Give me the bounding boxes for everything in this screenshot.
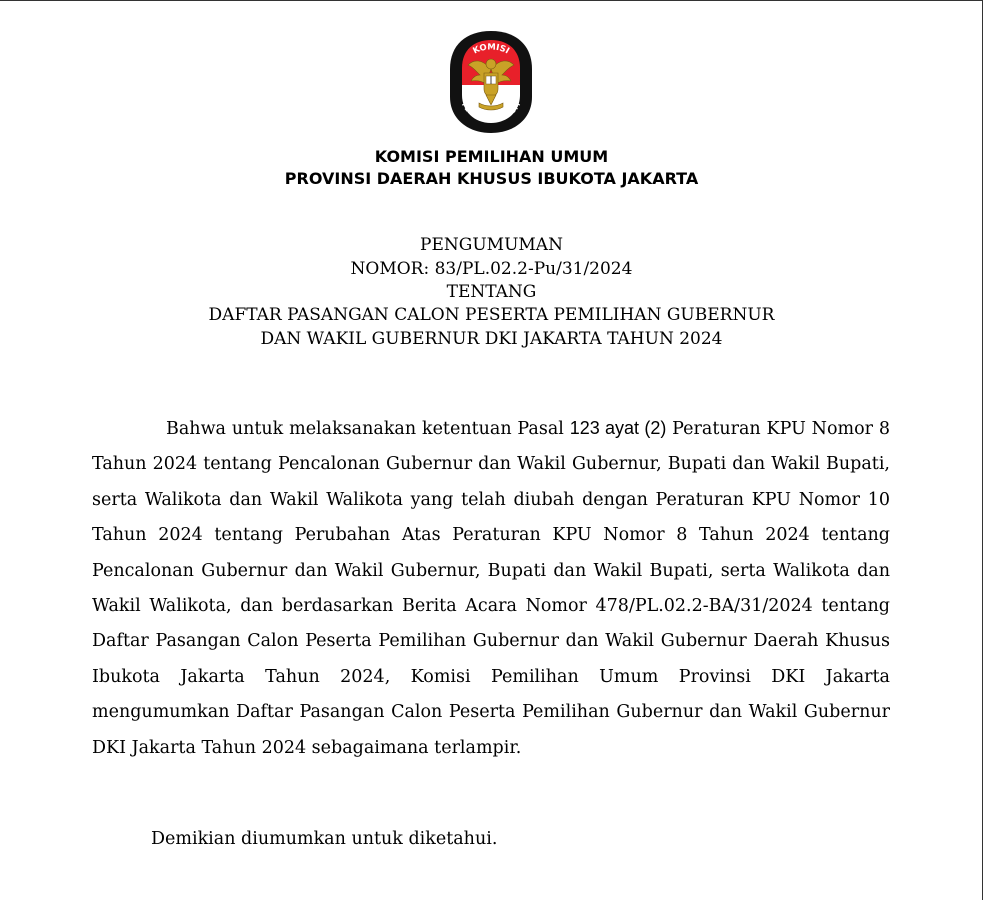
announcement-type: PENGUMUMAN — [420, 235, 563, 255]
org-name-line2: PROVINSI DAERAH KHUSUS IBUKOTA JAKARTA — [284, 169, 699, 188]
body-text-part2: Peraturan KPU Nomor 8 Tahun 2024 tentang Pencalonan Gubernur dan Wakil Gubernur, Bupati dan Wakil Bupati, serta Walikota dan Wakil Walikota yang telah diubah dengan Peraturan KPU Nomor 10 Tahun 2024 tentang Perubahan Atas Peraturan KPU Nomor 8 Tahun 2024 tentang Pencalonan Gubernur dan Wakil Gubernur, Bupati dan Wakil Bupati, serta Walikota dan Wakil Walikota, dan berdasarkan Berita Acara Nomor 478/PL.02.2-BA/31/2024 tentang Daftar Pasangan Calon Peserta Pemilihan Gubernur dan Wakil Gubernur Daerah Khusus Ibukota Jakarta Tahun 2024, Komisi Pemilihan Umum Provinsi DKI Jakarta mengumumkan Daftar Pasangan Calon Peserta Pemilihan Gubernur dan Wakil Gubernur DKI Jakarta Tahun 2024 sebagaimana terlampir. — [92, 419, 890, 758]
article-reference: 123 ayat (2) — [569, 418, 667, 438]
announcement-subject-line1: DAFTAR PASANGAN CALON PESERTA PEMILIHAN GUBERNUR — [208, 305, 775, 325]
announcement-subject-line2: DAN WAKIL GUBERNUR DKI JAKARTA TAHUN 2024 — [260, 329, 723, 349]
announcement-number: NOMOR: 83/PL.02.2-Pu/31/2024 — [350, 259, 633, 279]
body-text-part1: Bahwa untuk melaksanakan ketentuan Pasal — [166, 419, 570, 439]
logo-bottom-text: PEMILIHAN UMUM — [459, 100, 523, 124]
org-name-line1: KOMISI PEMILIHAN UMUM — [374, 147, 609, 166]
announcement-about: TENTANG — [446, 282, 537, 302]
closing-sentence: Demikian diumumkan untuk diketahui. — [151, 829, 498, 849]
logo-top-text: KOMISI — [471, 42, 511, 57]
kpu-logo — [446, 29, 536, 135]
body-paragraph — [92, 411, 890, 766]
